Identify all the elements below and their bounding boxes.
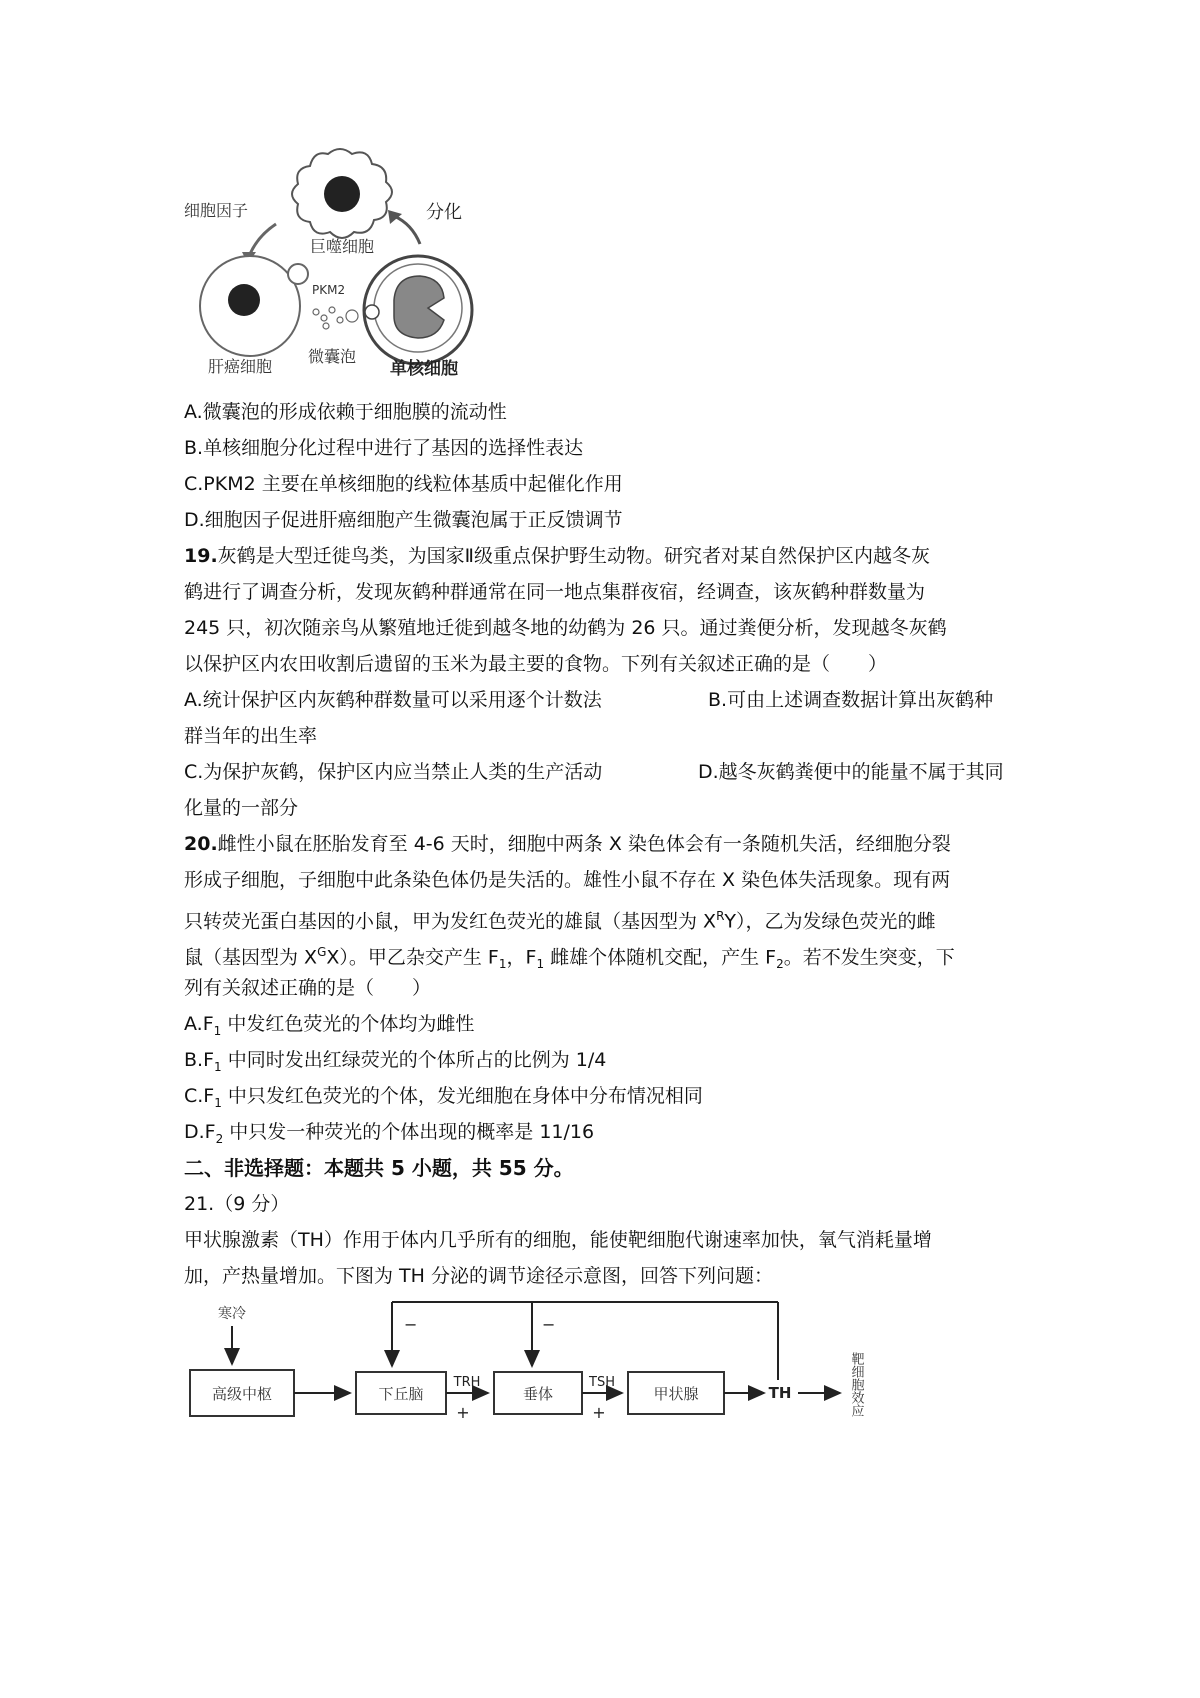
- section-2-heading: 二、非选择题：本题共 5 小题，共 55 分。: [184, 1156, 574, 1180]
- q19-option-a: A.统计保护区内灰鹤种群数量可以采用逐个计数法: [184, 689, 602, 711]
- monocyte-label: 单核细胞: [390, 359, 458, 379]
- macrophage-label: 巨噬细胞: [309, 237, 375, 256]
- q20-option-c: [184, 1082, 1034, 1117]
- box-pituitary-label: 垂体: [522, 1385, 554, 1403]
- q20-stem-5: 列有关叙述正确的是（ ）: [184, 977, 432, 999]
- q20-stem-3-a: 只转荧光蛋白基因的小鼠，甲为发红色荧光的雄鼠（基因型为 X: [184, 910, 717, 933]
- q20-option-b: [184, 1046, 1034, 1081]
- q19-options-cd: [184, 758, 1034, 786]
- q20-option-b-text: 中同时发出红绿荧光的个体所占的比例为 1/4: [221, 1049, 607, 1071]
- q20-superscript-g: G: [317, 945, 327, 959]
- q20-option-a-sub: 1: [213, 1023, 222, 1038]
- box-hypothalamus-label: 下丘脑: [378, 1385, 424, 1403]
- q20-option-b-sub: 1: [214, 1059, 222, 1074]
- trh-label: TRH: [453, 1375, 481, 1390]
- differentiation-arrow: [394, 216, 420, 244]
- target-effect-label: 靶细胞效应: [848, 1352, 864, 1417]
- tsh-plus: +: [592, 1403, 606, 1422]
- q20-sub-3: 2: [776, 957, 784, 972]
- q20-stem-4-a: 鼠（基因型为 X: [184, 946, 318, 969]
- th-regulation-diagram: [180, 1300, 1020, 1460]
- q20-stem-4-c: ，F: [506, 946, 537, 969]
- q20-option-a: [184, 1010, 1034, 1045]
- q20-option-a-pre: A.F: [184, 1013, 214, 1035]
- th-label: TH: [768, 1384, 792, 1402]
- q19-options-ab: [184, 686, 1034, 714]
- q20-stem-4-e: 。若不发生突变，下: [783, 946, 955, 969]
- q18-option-b: B.单核细胞分化过程中进行了基因的选择性表达: [184, 437, 584, 459]
- q20-option-d-pre: D.F: [184, 1121, 216, 1143]
- pkm2-label: PKM2: [312, 283, 346, 297]
- tsh-label: TSH: [589, 1375, 615, 1390]
- box-thyroid-label: 甲状腺: [653, 1385, 699, 1403]
- q20-line-1: [184, 830, 1034, 858]
- cytokine-label: 细胞因子: [184, 201, 249, 220]
- q20-stem-4-b: X）。甲乙杂交产生 F: [326, 946, 499, 969]
- q20-option-d-sub: 2: [215, 1131, 224, 1146]
- q19-option-b: B.可由上述调查数据计算出灰鹤种: [708, 689, 994, 711]
- q20-option-c-pre: C.F: [184, 1085, 215, 1107]
- liver-cancer-bud: [288, 264, 308, 284]
- cold-label: 寒冷: [218, 1306, 246, 1322]
- q19-stem-1: 灰鹤是大型迁徙鸟类，为国家Ⅱ级重点保护野生动物。研究者对某自然保护区内越冬灰: [217, 545, 931, 567]
- q20-option-b-pre: B.F: [184, 1049, 215, 1071]
- q20-stem-2: 形成子细胞，子细胞中此条染色体仍是失活的。雄性小鼠不存在 X 染色体失活现象。现有两: [184, 869, 951, 891]
- q18-option-c: C.PKM2 主要在单核细胞的线粒体基质中起催化作用: [184, 473, 623, 495]
- q18-option-d: D.细胞因子促进肝癌细胞产生微囊泡属于正反馈调节: [184, 509, 623, 531]
- feedback-minus-hypothalamus: −: [404, 1315, 418, 1334]
- cytokine-arrow: [250, 224, 276, 254]
- q20-option-a-text: 中发红色荧光的个体均为雌性: [221, 1013, 475, 1035]
- q19-number: 19.: [184, 545, 218, 567]
- q19-option-d-cont: 化量的一部分: [184, 797, 299, 819]
- q21-stem-2: 加，产热量增加。下图为 TH 分泌的调节途径示意图，回答下列问题：: [184, 1265, 773, 1287]
- differentiation-label: 分化: [426, 202, 462, 223]
- microvesicle-label: 微囊泡: [307, 347, 357, 366]
- monocyte-vesicle: [365, 305, 379, 319]
- q20-stem-4-d: 雌雄个体随机交配，产生 F: [544, 946, 777, 969]
- q20-superscript-r: R: [716, 909, 725, 923]
- cell-diagram: [180, 140, 500, 380]
- trh-plus: +: [456, 1403, 470, 1422]
- q20-sub-1: 1: [498, 957, 507, 972]
- liver-cancer-cell-label: 肝癌细胞: [207, 357, 273, 376]
- q19-option-d: D.越冬灰鹤粪便中的能量不属于其同: [698, 761, 1004, 783]
- q19-stem-4: 以保护区内农田收割后遗留的玉米为最主要的食物。下列有关叙述正确的是（ ）: [184, 653, 888, 675]
- feedback-minus-pituitary: −: [542, 1315, 556, 1334]
- q19-stem-2: 鹤进行了调查分析，发现灰鹤种群通常在同一地点集群夜宿，经调查，该灰鹤种群数量为: [184, 581, 926, 603]
- q20-option-c-sub: 1: [214, 1095, 222, 1110]
- q20-sub-2: 1: [536, 957, 545, 972]
- liver-cancer-nucleus: [228, 284, 260, 316]
- q18-option-a: A.微囊泡的形成依赖于细胞膜的流动性: [184, 401, 507, 423]
- q21-header: 21.（9 分）: [184, 1193, 290, 1215]
- q20-option-d: [184, 1118, 1034, 1153]
- q20-stem-3-b: Y），乙为发绿色荧光的雌: [724, 910, 936, 933]
- q20-stem-1: 雌性小鼠在胚胎发育至 4-6 天时，细胞中两条 X 染色体会有一条随机失活，经细胞分裂: [217, 833, 951, 855]
- macrophage-nucleus: [324, 176, 360, 212]
- q20-number: 20.: [184, 833, 218, 855]
- q21-stem-1: 甲状腺激素（TH）作用于体内几乎所有的细胞，能使靶细胞代谢速率加快，氧气消耗量增: [184, 1229, 932, 1251]
- q19-option-b-cont: 群当年的出生率: [184, 725, 318, 747]
- q20-option-d-text: 中只发一种荧光的个体出现的概率是 11/16: [223, 1121, 595, 1143]
- q19-stem-3: 245 只，初次随亲鸟从繁殖地迁徙到越冬地的幼鹤为 26 只。通过粪便分析，发现越冬灰鹤: [184, 617, 947, 639]
- q19-option-c: C.为保护灰鹤，保护区内应当禁止人类的生产活动: [184, 761, 603, 783]
- box-higher-center-label: 高级中枢: [211, 1385, 273, 1403]
- q20-stem-3: [184, 902, 1034, 935]
- q20-stem-4: [184, 938, 1034, 978]
- q20-option-c-text: 中只发红色荧光的个体，发光细胞在身体中分布情况相同: [221, 1085, 703, 1107]
- q19-line-1: [184, 542, 1034, 570]
- microvesicles: [313, 307, 358, 329]
